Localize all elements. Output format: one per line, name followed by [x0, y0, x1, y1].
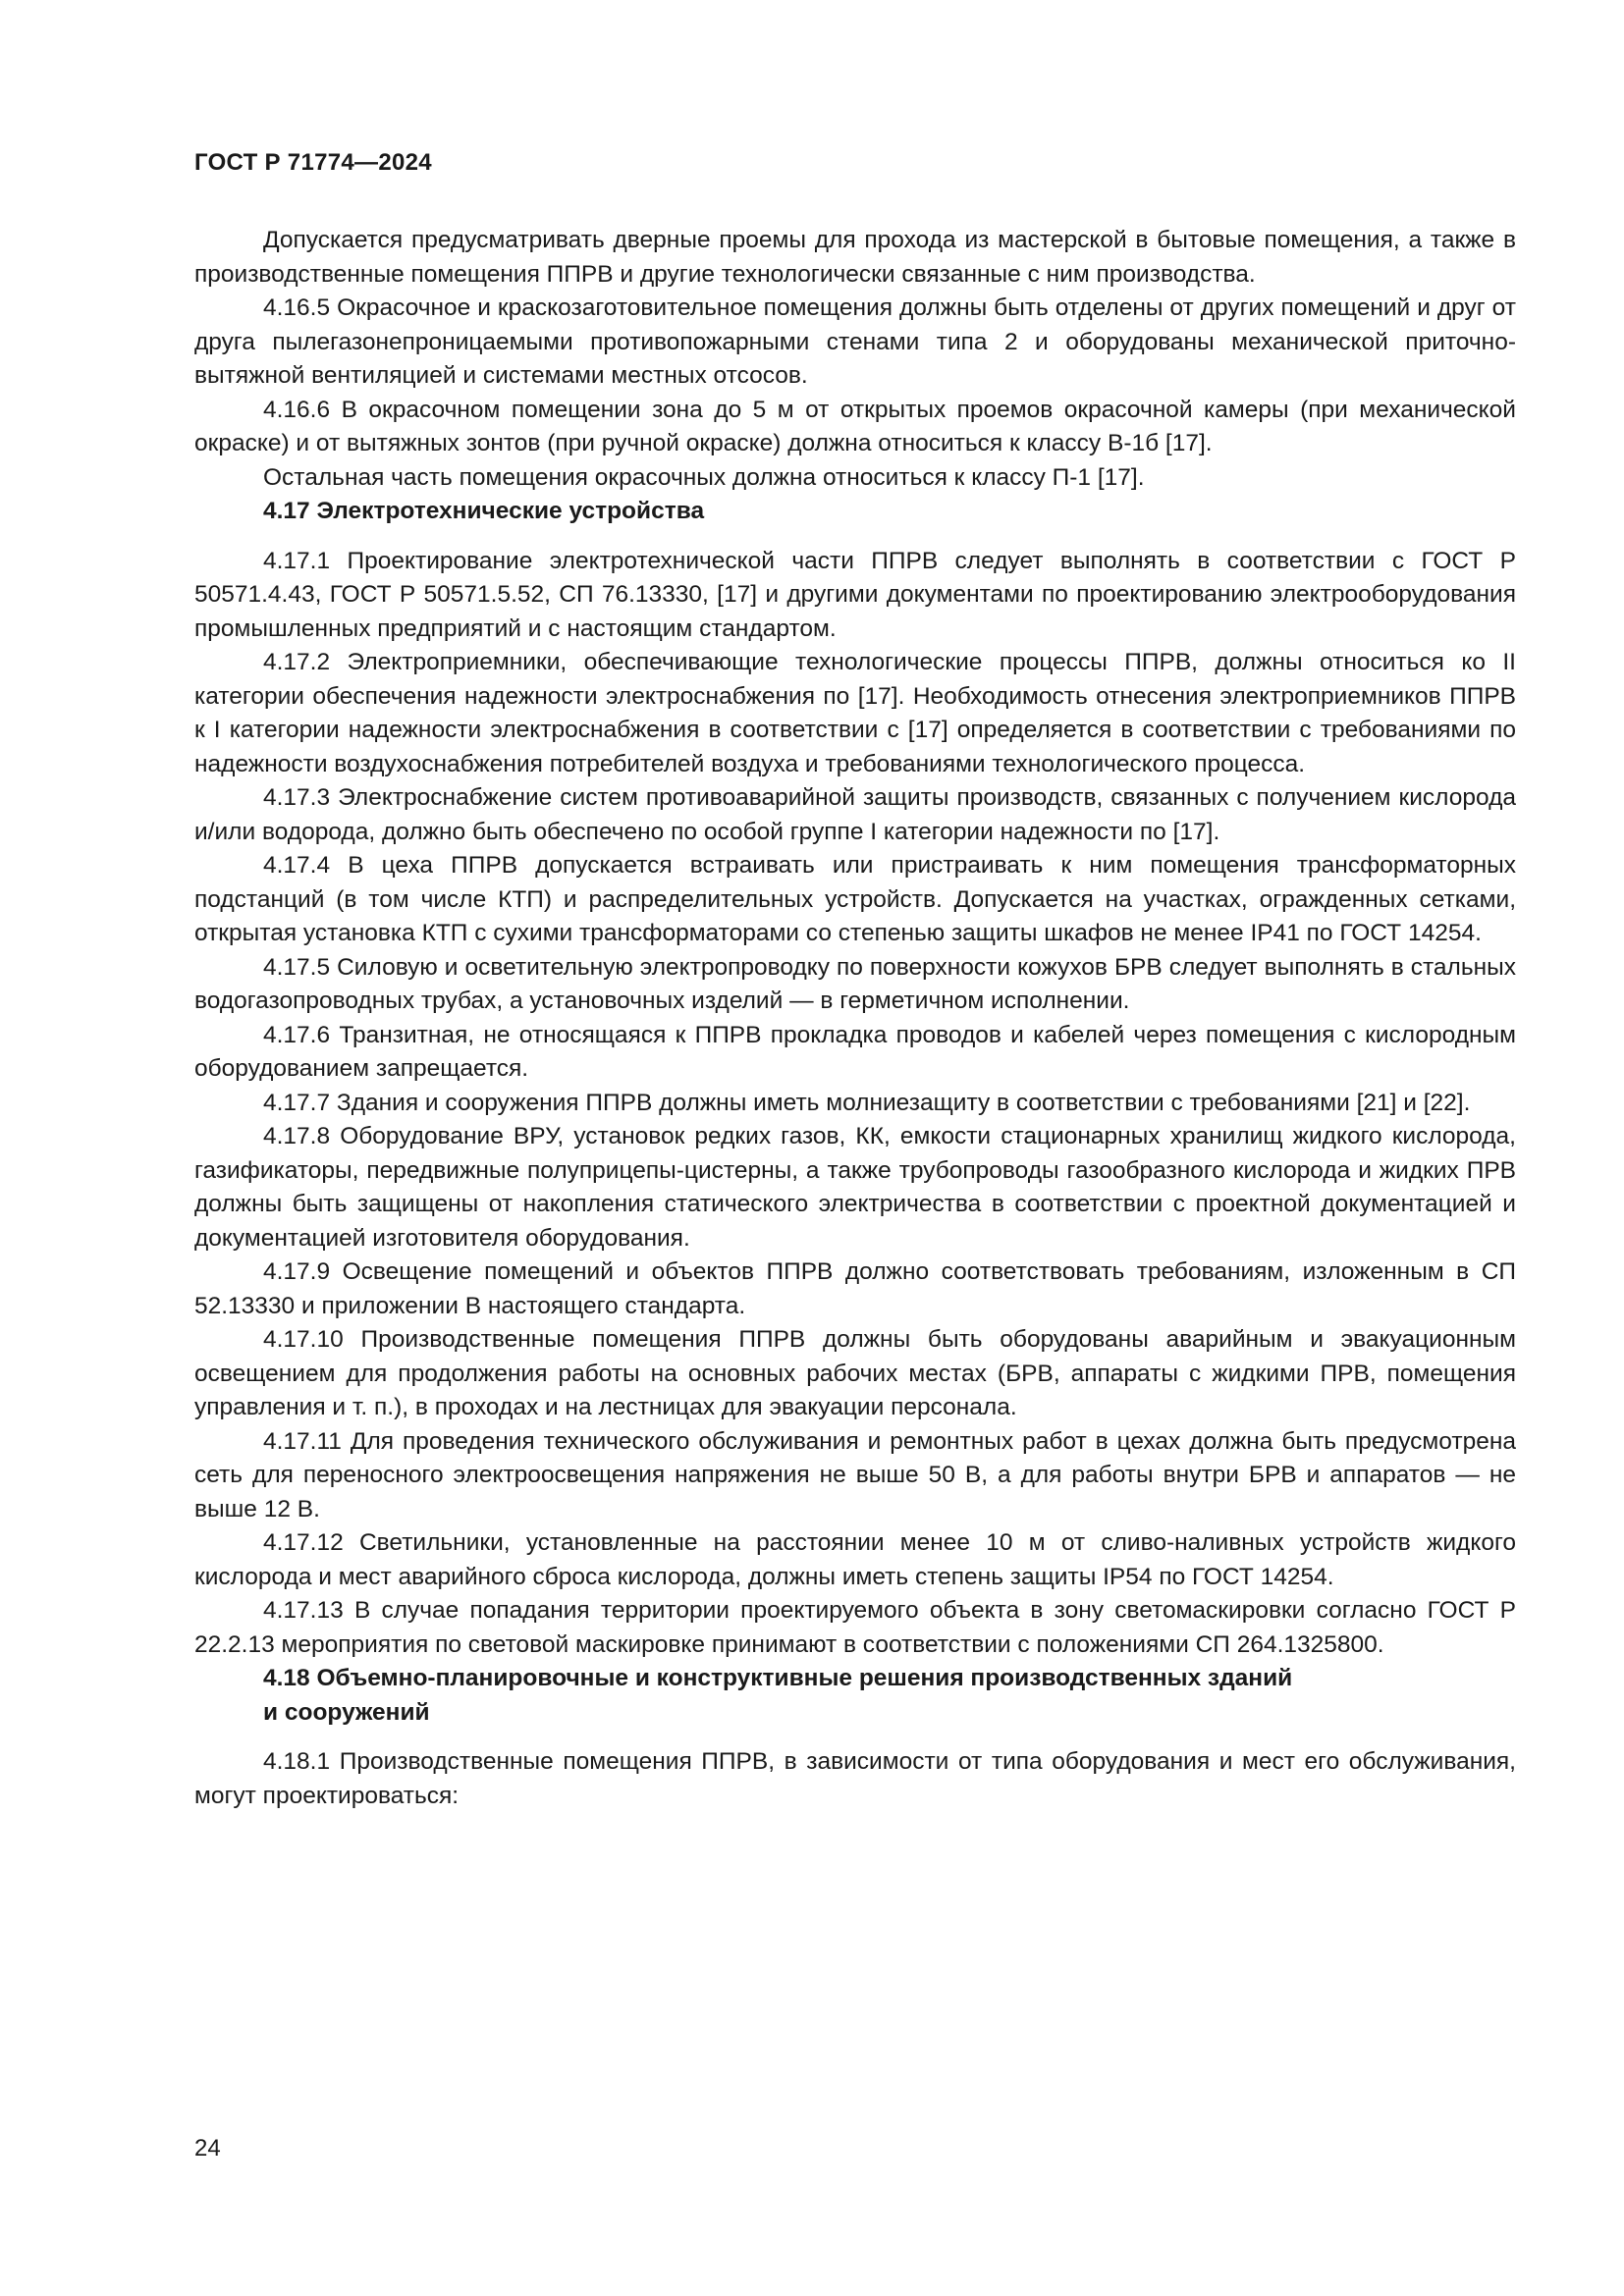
- paragraph-4-17-8: 4.17.8 Оборудование ВРУ, установок редких газов, КК, емкости стационарных хранилищ жидкого кислорода, газификаторы, передвижные полуприцепы-цистерны, а также трубопроводы газообразного кислорода и жидких ПРВ должны быть защищены от накопления статического электричества в соответствии с проектной документацией и документацией изготовителя оборудования.: [194, 1123, 1516, 1252]
- paragraph-4-17-13: 4.17.13 В случае попадания территории проектируемого объекта в зону светомаскировки согласно ГОСТ Р 22.2.13 мероприятия по световой маскировке принимают в соответствии с положениями СП 264.1325800.: [194, 1597, 1516, 1658]
- paragraph-4-17-6: 4.17.6 Транзитная, не относящаяся к ППРВ прокладка проводов и кабелей через помещения с кислородным оборудованием запрещается.: [194, 1021, 1516, 1082]
- paragraph-4-17-9: 4.17.9 Освещение помещений и объектов ППРВ должно соответствовать требованиям, изложенным в СП 52.13330 и приложении В настоящего стандарта.: [194, 1258, 1516, 1319]
- section-heading-4-18-line2: и сооружений: [263, 1698, 430, 1726]
- paragraph-4-17-5: 4.17.5 Силовую и осветительную электропроводку по поверхности кожухов БРВ следует выполнять в стальных водогазопроводных трубах, а установочных изделий — в герметичном исполнении.: [194, 953, 1516, 1014]
- paragraph-4-17-11: 4.17.11 Для проведения технического обслуживания и ремонтных работ в цехах должна быть предусмотрена сеть для переносного электроосвещения напряжения не выше 50 В, а для работы внутри БРВ и аппаратов — не выше 12 В.: [194, 1427, 1516, 1522]
- paragraph-4-16-5: 4.16.5 Окрасочное и краскозаготовительное помещения должны быть отделены от других помещений и друг от друга пылегазонепроницаемыми противопожарными стенами типа 2 и оборудованы механической приточно-вытяжной вентиляцией и системами местных отсосов.: [194, 294, 1516, 389]
- paragraph-4-17-4: 4.17.4 В цеха ППРВ допускается встраивать или пристраивать к ним помещения трансформаторных подстанций (в том числе КТП) и распределительных устройств. Допускается на участках, огражденных сетками, открытая установка КТП с сухими трансформаторами со степенью защиты шкафов не менее IP41 по ГОСТ 14254.: [194, 852, 1516, 946]
- paragraph-4-18-1: 4.18.1 Производственные помещения ППРВ, в зависимости от типа оборудования и мест его обслуживания, могут проектироваться:: [194, 1748, 1516, 1809]
- document-body: [194, 224, 1516, 1813]
- paragraph-4-17-7: 4.17.7 Здания и сооружения ППРВ должны иметь молниезащиту в соответствии с требованиями [21] и [22].: [263, 1089, 1471, 1116]
- section-heading-4-17: 4.17 Электротехнические устройства: [263, 498, 705, 524]
- page-number: 24: [194, 2135, 221, 2162]
- paragraph-4-17-10: 4.17.10 Производственные помещения ППРВ должны быть оборудованы аварийным и эвакуационным освещением для продолжения работы на основных рабочих местах (БРВ, аппараты с жидкими ПРВ, помещения управления и т. п.), в проходах и на лестницах для эвакуации персонала.: [194, 1326, 1516, 1420]
- paragraph-4-17-12: 4.17.12 Светильники, установленные на расстоянии менее 10 м от сливо-наливных устройств жидкого кислорода и мест аварийного сброса кислорода, должны иметь степень защиты IP54 по ГОСТ 14254.: [194, 1529, 1516, 1590]
- paragraph-4-17-2: 4.17.2 Электроприемники, обеспечивающие технологические процессы ППРВ, должны относиться ко II категории обеспечения надежности электроснабжения по [17]. Необходимость отнесения электроприемников ППРВ к I категории надежности электроснабжения в соответствии с [17] определяется в соответствии с требованиями по надежности воздухоснабжения потребителей воздуха и требованиями технологического процесса.: [194, 649, 1516, 777]
- paragraph: Допускается предусматривать дверные проемы для прохода из мастерской в бытовые помещения, а также в производственные помещения ППРВ и другие технологически связанные с ним производства.: [194, 227, 1516, 288]
- paragraph: Остальная часть помещения окрасочных должна относиться к классу П-1 [17].: [263, 463, 1145, 491]
- document-header: ГОСТ Р 71774—2024: [194, 149, 432, 176]
- section-heading-4-18-line1: 4.18 Объемно-планировочные и конструктивные решения производственных зданий: [263, 1665, 1293, 1691]
- paragraph-4-17-1: 4.17.1 Проектирование электротехнической части ППРВ следует выполнять в соответствии с ГОСТ Р 50571.4.43, ГОСТ Р 50571.5.52, СП 76.13330, [17] и другими документами по проектированию электрооборудования промышленных предприятий и с настоящим стандартом.: [194, 547, 1516, 642]
- section-heading-4-18: [194, 1662, 1516, 1730]
- paragraph-4-16-6: 4.16.6 В окрасочном помещении зона до 5 м от открытых проемов окрасочной камеры (при механической окраске) и от вытяжных зонтов (при ручной окраске) должна относиться к классу В-1б [17].: [194, 396, 1516, 456]
- paragraph-4-17-3: 4.17.3 Электроснабжение систем противоаварийной защиты производств, связанных с получением кислорода и/или водорода, должно быть обеспечено по особой группе I категории надежности по [17].: [194, 784, 1516, 845]
